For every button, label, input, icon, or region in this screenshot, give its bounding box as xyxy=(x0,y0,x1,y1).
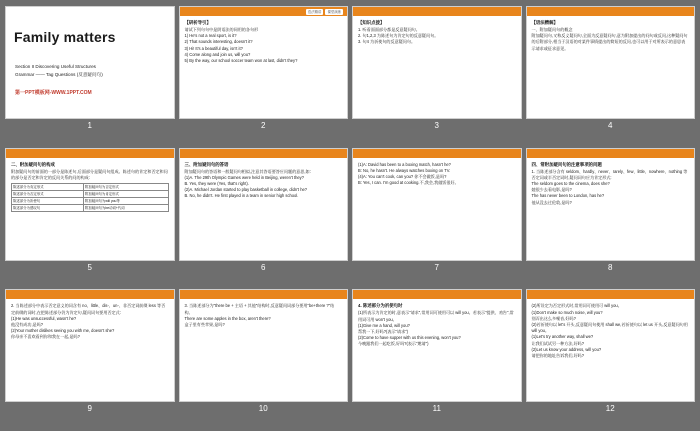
text-line: The has never been to London, has he? xyxy=(531,193,605,199)
table-cell: 陈述部分为肯定形式 xyxy=(12,184,84,191)
text-line: (1)所表示为肯定的时,意表示"请求",常用词可使用可以 will you。若表示"提供、劝告",常用词可用 won't you。 xyxy=(358,310,514,322)
slide-body xyxy=(527,158,695,260)
slide-number: 11 xyxy=(432,404,441,414)
list-item: 5) By the way, our school soccer team won at last, didn't they? xyxy=(184,58,298,64)
section-label: 三、附加疑问句的答语 xyxy=(184,161,229,167)
table-cell: 附加疑问句为will you等 xyxy=(83,198,168,205)
list-item: 2) That sounds interesting, doesn't it? xyxy=(184,39,253,45)
text-line: 他没有成功,是吗? xyxy=(11,321,44,327)
table-cell: 附加疑问句为否定形式 xyxy=(83,184,168,191)
text-line: B. No, he didn't. He first played in a team in senior high school. xyxy=(184,193,299,199)
slide-body xyxy=(353,299,521,401)
slide-body xyxy=(527,16,695,118)
table-row xyxy=(12,205,169,212)
section-label: Section II Discovering Useful Structures xyxy=(15,64,96,69)
lead-text: 请试下列句句中是阴语法的同用的各句形 xyxy=(184,27,259,32)
sentence-list xyxy=(185,33,343,64)
slide-number: 2 xyxy=(261,121,266,130)
table-cell: 附加疑问句为be动词+代词 xyxy=(83,205,168,212)
header-tabs xyxy=(306,9,343,15)
text-line: 他从没去过伦敦,是吗? xyxy=(531,199,572,205)
section-label: 【研析导引】 xyxy=(184,20,211,25)
text-line: B: No, he hasn't. He always watches boxing on TV. xyxy=(358,167,451,173)
slide-4[interactable] xyxy=(526,6,696,119)
table-cell: 陈述部分为祈使句 xyxy=(12,198,84,205)
slide-cell-3[interactable] xyxy=(352,6,522,144)
slide-cell-2[interactable] xyxy=(179,6,349,144)
lead-text: 附加疑问句的答语和一般疑问句相似,注意其答语要答应问题的意思,如: xyxy=(184,168,311,174)
text-line: (2)Your mother dislikes seeing you with me, doesn't she? xyxy=(11,328,115,334)
list-item: 4) Come along and join us, will you? xyxy=(184,51,251,57)
text-line: 帮我一下,好吗?(表示"请求") xyxy=(358,328,408,334)
text-line: 请把你的地址告诉我们,好吗? xyxy=(531,352,585,358)
slide-header-bar xyxy=(527,7,695,16)
slide-body xyxy=(180,299,348,401)
page-title: Family matters xyxy=(14,29,116,45)
text-line: 3. 当陈述部分为"there be + 主语 + 其他"结构时,反意疑问词部分要用"be+there ?"结构。 xyxy=(184,303,335,315)
slide-number: 10 xyxy=(258,404,268,414)
slide-header-bar xyxy=(353,7,521,16)
slide-header-bar xyxy=(6,290,174,299)
section-label: 四、常附加疑问句的注意事项的问题 xyxy=(531,161,602,167)
text-line: (2)Let us know your address, will you? xyxy=(531,346,602,352)
text-line: 今晚跟我们一起吃饭,好吗?(表示"邀请") xyxy=(358,341,429,347)
slide-8[interactable] xyxy=(526,148,696,261)
slide-header-bar xyxy=(180,7,348,16)
slide-12[interactable] xyxy=(526,289,696,402)
slide-header-bar xyxy=(6,149,174,158)
slide-number: 9 xyxy=(87,404,92,414)
text-line: 2. 句1,2,3 为陈述句为肯定句的反意疑问句。 xyxy=(358,33,439,39)
text-line: 你母亲不喜欢看到你和我在一起,是吗? xyxy=(11,334,80,340)
text-line: (1)Don't make so much noise, will you? xyxy=(531,309,603,315)
table-cell: 陈述部分为否定形式 xyxy=(12,191,84,198)
slide-cell-8[interactable] xyxy=(526,148,696,286)
slide-cell-11[interactable] xyxy=(352,289,522,427)
site-watermark: 第一PPT模板网-WWW.1PPT.COM xyxy=(15,90,92,96)
section-label: 二、附加疑问句的构成 xyxy=(11,161,55,167)
slide-body xyxy=(180,16,348,118)
section-label: 【知识点拨】 xyxy=(358,20,385,25)
text-line: (4)A: You can't cook, can you? 你不会做饭,是吗? xyxy=(358,174,447,180)
text-line: 她很少去看电影,是吗? xyxy=(531,187,572,193)
slide-header-bar xyxy=(353,290,521,299)
text-line: B: Yes, I can. I'm good at cooking.不,我会,我做饭很好。 xyxy=(358,180,459,186)
slide-number: 7 xyxy=(434,262,439,272)
slide-header-bar xyxy=(180,290,348,299)
table-row xyxy=(12,198,169,205)
tab-practice[interactable]: 课堂演练 xyxy=(327,9,341,14)
text-line: 1. 当陈述部分含有 seldom、hardly、never、rarely、few、little、nowhere、nothing 等否定词或半否定词时,疑问词句应为肯定形式: xyxy=(531,168,688,180)
tab-grammar[interactable]: 语法精讲 xyxy=(307,9,322,14)
section-label: 【语法精解】 xyxy=(531,20,558,25)
text-line: 盒子里有些苹果,是吗? xyxy=(184,321,225,327)
lead-text: 附加疑问句的前面的一部分是陈述句,后面部分是疑问句组成。陈述句的肯定和否定和问的部分是否定和肯定的反问关系的问的构成: xyxy=(11,168,168,180)
slide-9[interactable] xyxy=(5,289,175,402)
table-cell: 陈述部分为感叹句 xyxy=(12,205,84,212)
slide-cell-6[interactable] xyxy=(179,148,349,286)
slide-number: 12 xyxy=(605,404,615,414)
slide-number: 1 xyxy=(87,121,92,130)
slide-cell-5[interactable] xyxy=(5,148,175,286)
list-item: 1) He's not a real sport, is it? xyxy=(184,33,237,39)
slide-cell-7[interactable] xyxy=(352,148,522,286)
slide-header-bar xyxy=(353,149,521,158)
slide-body xyxy=(6,158,174,260)
text-line: 让我们试试另一种方法,好吗? xyxy=(531,340,585,346)
text-line: There are some apples in the box, aren't there? xyxy=(184,315,271,321)
slide-cell-4[interactable] xyxy=(526,6,696,144)
text-line: 1. 听看面面部分都是反意疑问句。 xyxy=(358,27,420,32)
slide-5[interactable] xyxy=(5,148,175,261)
slide-header-bar xyxy=(527,290,695,299)
text-line: (2)所设定为否定形式时,常用词可使用可 will you。 xyxy=(531,303,622,309)
slide-body xyxy=(353,16,521,118)
slide-11[interactable] xyxy=(352,289,522,402)
text-line: (1)A: David has been to a boxing match, hasn't he? xyxy=(358,161,451,167)
slide-number: 5 xyxy=(87,262,92,272)
section-label: 4. 陈述部分为祈使句时 xyxy=(358,303,403,309)
structure-table xyxy=(11,183,169,212)
table-cell: 附加疑问句为肯定形式 xyxy=(83,191,168,198)
text-line: (2)Come to have supper with us this evening, won't you? xyxy=(358,335,461,341)
slide-body xyxy=(527,299,695,401)
text-line: (1)Let's try another way, shall we? xyxy=(531,334,594,340)
text-line: (2)A. Michael Jordan started to play basketball in college, didn't he? xyxy=(184,187,308,193)
text-line: (1)Give me a hand, will you? xyxy=(358,322,410,328)
text-line: 附加疑问句,又称反义疑问句,全面为反意疑问句,意为附加提出的问句或反问,这种疑问句的后附部分,相当于汉语的对某件事情提出的简短的反问,也可以用于对所表示的意思表示请求或征求意见。 xyxy=(531,33,688,51)
grammar-label: Grammar —— Tag Questions (反意疑问句) xyxy=(15,72,103,77)
text-line: 一、附加疑问句的概念 xyxy=(531,27,573,32)
slide-number: 8 xyxy=(608,262,613,272)
slide-10[interactable] xyxy=(179,289,349,402)
text-line: B. Yes, they were (Yes, that's right). xyxy=(184,181,249,187)
slide-body xyxy=(180,158,348,260)
slide-body xyxy=(353,158,521,260)
text-line: 别弄出这么多噪音,好吗? xyxy=(531,315,576,321)
slide-cell-9[interactable] xyxy=(5,289,175,427)
text-line: 2. 当陈述部分中表示否定意义的词含有 no、little、dis-、un-、非否定词前缀 less 等否定前缀的词时,在把陈述部分仍为肯定句,疑问词句要用否定式: xyxy=(11,303,166,315)
slide-body xyxy=(6,299,174,401)
slide-header-bar xyxy=(180,149,348,158)
text-line: (2)若祈使句以 let's 开头,反意疑问句使用 shall we,若祈使句以 let us 开头,反意疑问句用 will you。 xyxy=(531,321,688,334)
text-line: (1)A. The 29th Olympic Games were held in Beijing, weren't they? xyxy=(184,174,304,180)
slide-1-title[interactable] xyxy=(5,6,175,119)
slide-cell-10[interactable] xyxy=(179,289,349,427)
slide-header-bar xyxy=(527,149,695,158)
text-line: (1)He was unsuccessful, wasn't he? xyxy=(11,315,77,321)
slide-cell-1[interactable] xyxy=(5,6,175,144)
slide-cell-12[interactable] xyxy=(526,289,696,427)
slide-number: 4 xyxy=(608,121,613,130)
table-row xyxy=(12,184,169,191)
table-row xyxy=(12,191,169,198)
slide-number: 3 xyxy=(434,121,439,130)
slide-3[interactable] xyxy=(352,6,522,119)
text-line: The seldom goes to the cinema, does she? xyxy=(531,181,610,187)
slide-6[interactable] xyxy=(179,148,349,261)
slide-1-topbar xyxy=(6,7,174,14)
text-line: 3. 句4 为祈使句的反意疑问句。 xyxy=(358,39,416,45)
slide-number: 6 xyxy=(261,262,266,272)
list-item: 3) Hi! It's a beautiful day, isn't it? xyxy=(184,45,243,51)
slide-2[interactable] xyxy=(179,6,349,119)
slide-7[interactable] xyxy=(352,148,522,261)
